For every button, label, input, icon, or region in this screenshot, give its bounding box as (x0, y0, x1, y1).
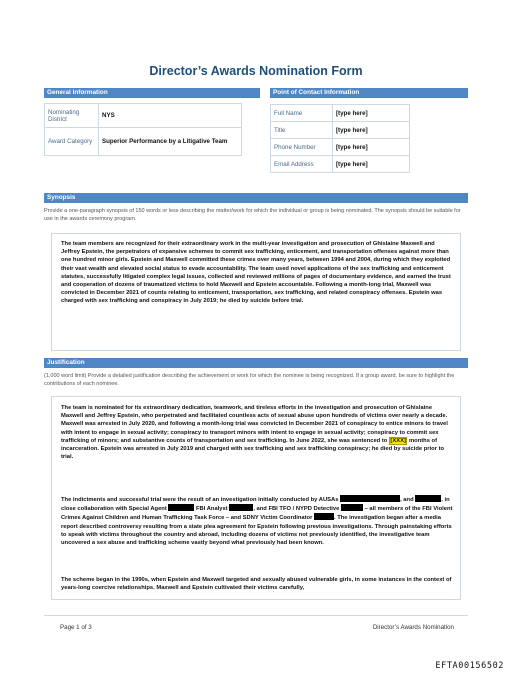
justification-paragraph-2: The indictments and successful trial were the result of an investigation initially conducted by AUSAs , and , in close collaboration with Special Agent FBI Analyst , and FBI TFO / NYPD Detective – all members of the FBI Violent Crimes Against Children and Human Trafficking Task Force – and SDNY Victim Coordinator . The investigation began after a media report described controversy resulting from a state plea agreement for Epstein following previous investigations. Through painstaking efforts to speak with victims throughout the country and abroad, including dozens of victims not previously identified, the investigative team uncovered a sex abuse and trafficking scheme vastly beyond what previously had been known. (61, 497, 453, 547)
full-name-value: [type here] (333, 105, 410, 122)
redaction-box (314, 513, 334, 520)
justification-paragraph-3: The scheme began in the 1990s, when Epstein and Maxwell targeted and sexually abused vulnerable girls, in some instances in the context of years-long coercive relationships. Maxwell and Epstein cultivated their victims carefully, (61, 577, 452, 592)
justification-paragraph-1: The team is nominated for its extraordinary dedication, teamwork, and tireless efforts in the investigation and prosecution of Ghislaine Maxwell and Jeffrey Epstein, who perpetrated and facilitated countless acts of sexual abuse upon hundreds of victims over nearly a decade. Maxwell was arrested in July 2020, and following a month-long trial was convicted in December 2021 of conspiracy to entice minors to travel with intent to engage in sexual activity; conspiracy to transport minors with intent to engage in sexual activity; conspiracy to commit sex trafficking of minors; and substantive counts of transportation and sex trafficking. In June 2022, she was sentenced to [XXX] months of incarceration. Epstein was arrested in July 2019 and charged with sex trafficking and sex trafficking conspiracy; he died by suicide prior to trial. (61, 405, 448, 461)
table-row (271, 105, 410, 122)
nominating-district-value: NYS (99, 104, 242, 128)
table-row (271, 122, 410, 139)
table-row (45, 128, 242, 156)
contact-info-header: Point of Contact Information (270, 88, 468, 98)
bates-number: EFTA00156502 (435, 661, 504, 671)
table-row (45, 104, 242, 128)
synopsis-instruction: Provide a one-paragraph synopsis of 150 words or less describing the matter/work for which the individual or group is being nominated. The synopsis should be suitable for use in the awards ceremony program. (44, 208, 461, 222)
email-address-label: Email Address (271, 156, 333, 173)
phone-number-label: Phone Number (271, 139, 333, 156)
footer-divider (44, 615, 468, 616)
synopsis-text: The team members are recognized for their extraordinary work in the multi-year investigation and prosecution of Ghislaine Maxwell and Jeffrey Epstein, the perpetrators of expansive schemes to commit sex trafficking, enticement, and transportation offenses against more than one hundred minor girls. Epstein and Maxwell committed these crimes over many years, between 1994 and 2004, during which they exploited their vast wealth and elevated social status to evade accountability. The team used novel applications of the sex trafficking and enticement statutes, successfully litigated complex legal issues, collected and reviewed millions of pages of documentary evidence, and earned the trust and cooperation of dozens of traumatized victims to hold Maxwell and Epstein accountable. Following a month-long trial, Maxwell was convicted in December 2021 of counts relating to enticement, transportation, sex trafficking, and related conspiracy offenses. Epstein was charged with sex trafficking and conspiracy in July 2019; he died by suicide before trial. (61, 241, 451, 305)
title-value: [type here] (333, 122, 410, 139)
justification-instruction: (1,000 word limit) Provide a detailed justification describing the achievement or work for which the nominee is being recognized. If a group award, be sure to highlight the contributions of each nominee. (44, 373, 455, 387)
redaction-box (341, 504, 363, 511)
award-category-label: Award Category (45, 128, 99, 156)
general-info-header: General Information (44, 88, 260, 98)
phone-number-value: [type here] (333, 139, 410, 156)
redaction-box (415, 495, 441, 502)
award-category-value: Superior Performance by a Litigative Team (99, 128, 242, 156)
redaction-box (340, 495, 400, 502)
redaction-box (168, 504, 194, 511)
title-label: Title (271, 122, 333, 139)
redaction-box (229, 504, 253, 511)
contact-info-table (270, 104, 410, 173)
table-row (271, 156, 410, 173)
synopsis-header: Synopsis (44, 193, 468, 203)
table-row (271, 139, 410, 156)
page-number: Page 1 of 3 (60, 624, 92, 631)
form-title: Director’s Awards Nomination Form (149, 64, 363, 78)
nominating-district-label: Nominating District (45, 104, 99, 128)
footer-document-label: Director’s Awards Nomination (372, 624, 454, 631)
full-name-label: Full Name (271, 105, 333, 122)
sentence-placeholder: [XXX] (390, 437, 406, 444)
general-info-table (44, 103, 242, 156)
justification-header: Justification (44, 358, 468, 368)
email-address-value: [type here] (333, 156, 410, 173)
